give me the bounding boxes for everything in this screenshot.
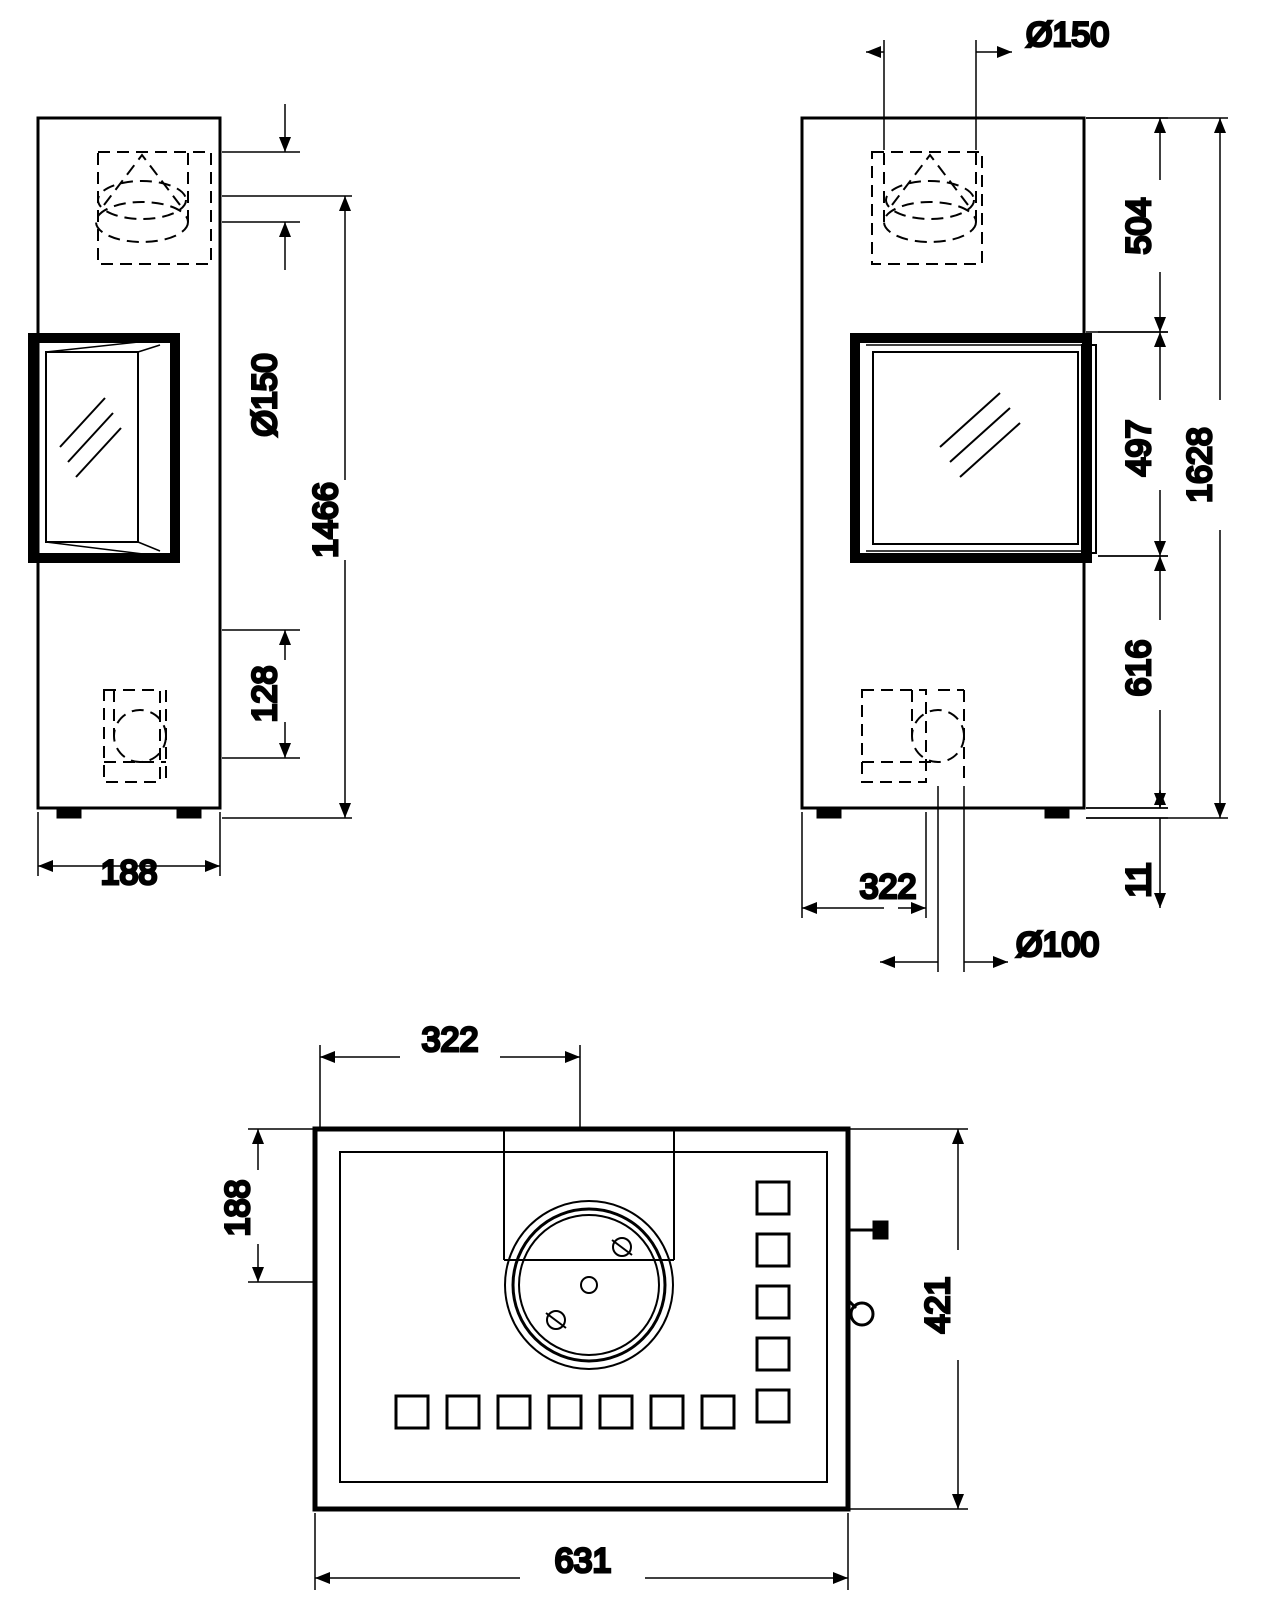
dim-label-front-top-to-glass: 504 (1120, 197, 1158, 255)
dim-label-front-foot-height: 11 (1120, 862, 1158, 898)
front-flue-hidden (872, 152, 982, 264)
top-handle-detail (848, 1222, 887, 1325)
front-air-hidden (862, 690, 964, 782)
dim-label-front-total-height: 1628 (1181, 427, 1219, 503)
side-door-glass (33, 338, 175, 558)
dim-label-front-glass-height: 497 (1120, 419, 1158, 477)
dim-label-front-glass-to-base: 616 (1120, 639, 1158, 697)
dim-label-side-total-height: 1466 (307, 482, 345, 558)
dim-label-top-total-depth: 421 (919, 1276, 957, 1334)
top-view-body (315, 1129, 887, 1509)
dim-label-top-flue-offset: 322 (421, 1021, 479, 1059)
dim-side-flue-dia (222, 104, 300, 270)
side-flue-hidden (96, 152, 211, 264)
dim-label-side-lower-connector: 128 (246, 665, 284, 723)
dim-label-front-air-dia: Ø100 (1016, 926, 1100, 964)
front-view-body (802, 118, 1096, 817)
dim-front-flue-dia (866, 40, 1012, 150)
dim-top-depth (248, 1129, 315, 1282)
dim-label-side-flue-dia: Ø150 (246, 353, 284, 437)
front-door-glass (855, 338, 1096, 558)
side-view-body (33, 118, 220, 817)
top-flue-circle (505, 1201, 673, 1369)
dim-label-top-depth: 188 (219, 1179, 257, 1237)
dim-label-side-depth: 188 (100, 854, 158, 892)
dim-label-top-width: 631 (554, 1542, 612, 1580)
top-bottom-vents (396, 1396, 734, 1428)
top-right-vents (757, 1182, 789, 1422)
dim-label-front-air-offset: 322 (859, 868, 917, 906)
side-air-hidden (104, 690, 166, 782)
dim-label-front-flue-dia: Ø150 (1026, 16, 1110, 54)
